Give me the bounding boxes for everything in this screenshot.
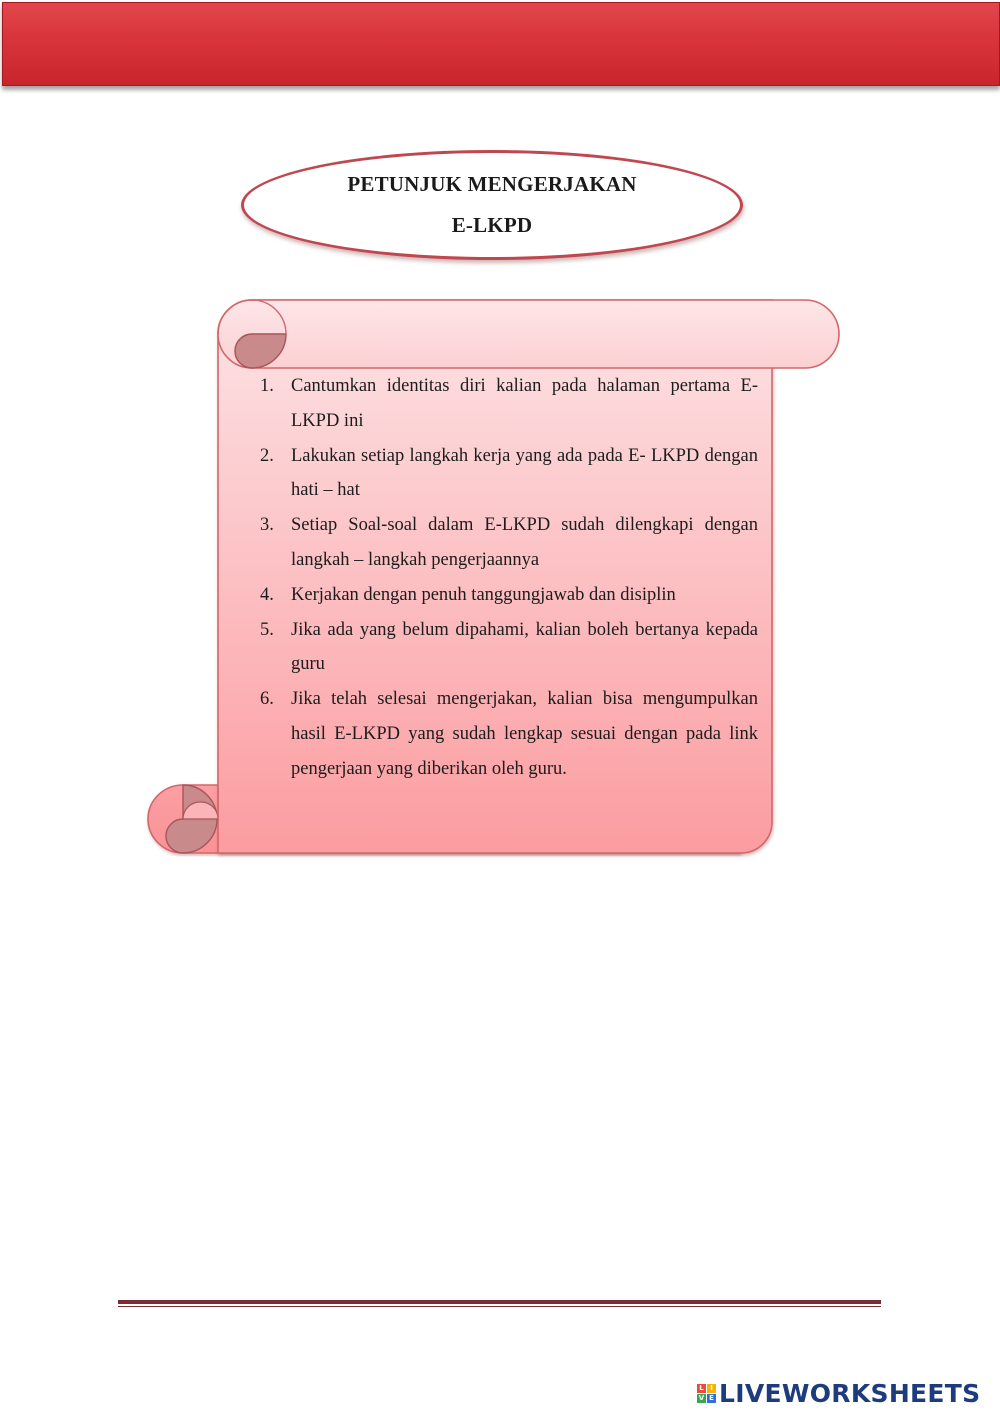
instruction-item: 6. Jika telah selesai mengerjakan, kalian bisa mengumpulkan hasil E-LKPD yang sudah lengkap sesuai dengan pada link pengerjaan yang diberikan oleh guru. bbox=[260, 689, 758, 779]
liveworksheets-logo-icon: L I V E bbox=[697, 1384, 716, 1403]
instruction-item: 2. Lakukan setiap langkah kerja yang ada pada E- LKPD dengan hati – hat bbox=[260, 445, 758, 501]
scroll-top-roll bbox=[218, 300, 839, 368]
page-title-line1: PETUNJUK MENGERJAKAN bbox=[347, 172, 637, 196]
watermark-text: LIVEWORKSHEETS bbox=[719, 1378, 981, 1408]
page-title-line2: E-LKPD bbox=[451, 213, 533, 237]
instruction-item: 5. Jika ada yang belum dipahami, kalian boleh bertanya kepada guru bbox=[260, 619, 758, 675]
instruction-list bbox=[256, 369, 758, 787]
instruction-item: 4. Kerjakan dengan penuh tanggungjawab dan disiplin bbox=[260, 584, 676, 605]
footer-divider-thick bbox=[118, 1300, 881, 1304]
footer-divider-thin bbox=[118, 1306, 881, 1307]
instruction-item: 1. Cantumkan identitas diri kalian pada halaman pertama E-LKPD ini bbox=[260, 376, 758, 431]
footer-divider bbox=[118, 1300, 881, 1308]
instruction-item: 3. Setiap Soal-soal dalam E-LKPD sudah dilengkapi dengan langkah – langkah pengerjaannya bbox=[260, 515, 758, 570]
liveworksheets-watermark bbox=[697, 1378, 980, 1408]
